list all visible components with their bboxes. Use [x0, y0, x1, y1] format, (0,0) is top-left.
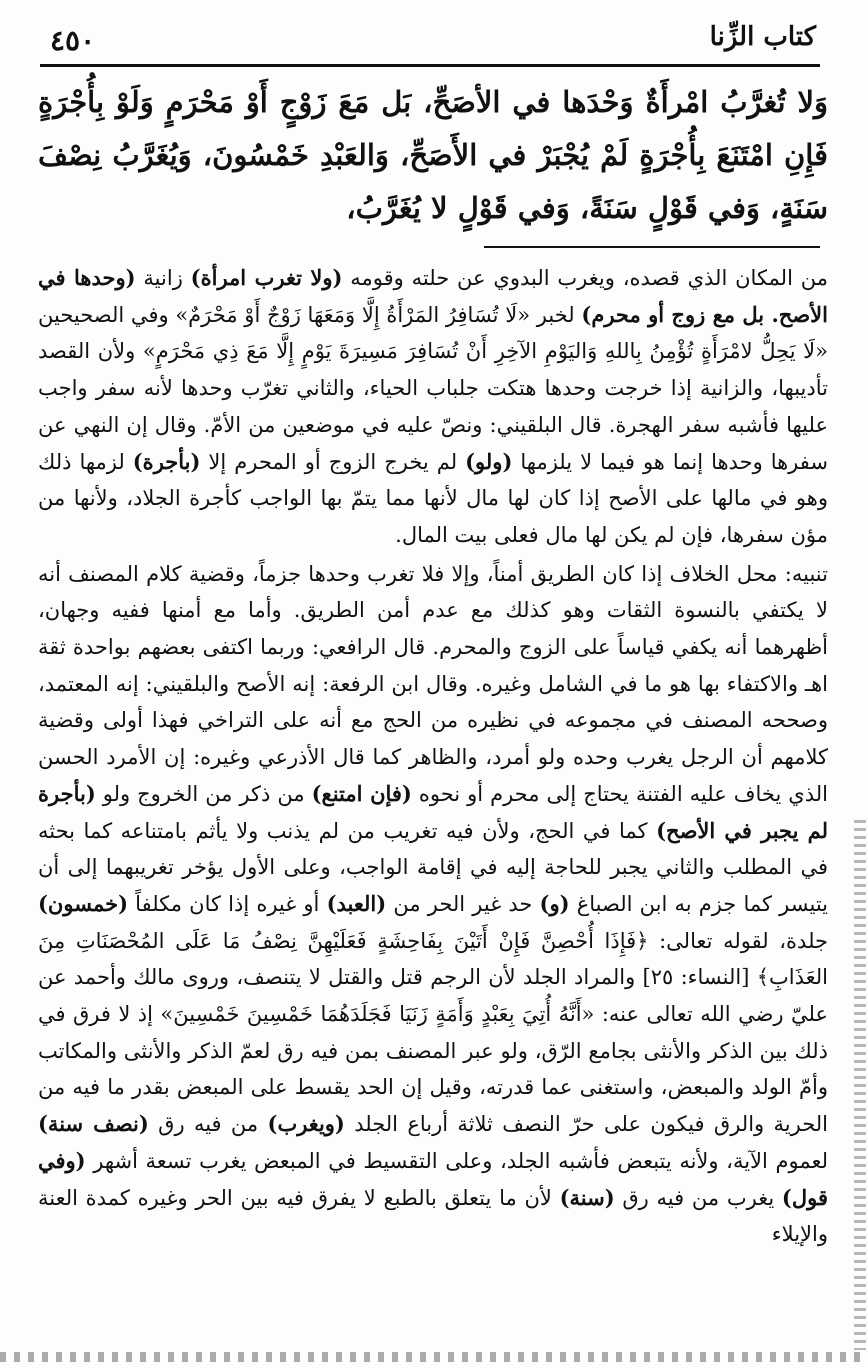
matn-quote: (بأجرة) — [132, 448, 201, 474]
chapter-title: كتاب الزِّنا — [709, 22, 816, 52]
header-rule — [40, 64, 820, 67]
matn-quote: (ولو) — [465, 448, 513, 474]
matn-quote: (سنة) — [559, 1184, 615, 1210]
commentary-segment: أو غيره إذا كان مكلفاً — [128, 891, 327, 916]
decorative-bottom-border — [0, 1352, 868, 1362]
commentary-segment: من ذكر من الخروج ولو — [95, 781, 312, 806]
matn-quote: (وحدها في الأصح. بل مع زوج أو محرم) — [38, 265, 828, 327]
commentary-segment: لعموم الآية، ولأنه يتبعض فأشبه الجلد، وعلى التقسيط في المبعض يغرب تسعة أشهر — [85, 1148, 828, 1173]
commentary-segment: لأن ما يتعلق بالطبع لا يفرق فيه بين الحر وغيره كمدة العنة والإيلاء — [38, 1185, 828, 1247]
commentary-segment: حد غير الحر من — [386, 891, 540, 916]
commentary-segment: لخبر «لَا تُسَافِرُ المَرْأَةُ إِلَّا وَمَعَهَا زَوْجٌ أَوْ مَحْرَمٌ» وفي الصحيحين «لَا يَحِلُّ لامْرَأَةٍ تُؤْمِنُ بِاللهِ وَاليَوْمِ الآخِرِ أَنْ تُسَافِرَ مَسِيرَةَ يَوْمٍ إِلَّا مَعَ ذِي مَحْرَمٍ» ولأن القصد تأديبها، والزانية إذا خرجت وحدها هتكت جلباب الحياء، والثاني تغرّب وحدها لأنه سفر واجب عليها فأشبه سفر الهجرة. قال البلقيني: ونصّ عليه في موضعين من الأمّ. وقال إن النهي عن سفرها وحدها إنما هو فيما لا يلزمها — [38, 302, 828, 474]
matn-divider — [484, 246, 820, 248]
commentary — [38, 260, 828, 1253]
matn-quote: (خمسون) — [38, 890, 128, 916]
matn-quote: (ولا تغرب امرأة) — [190, 265, 343, 290]
commentary-segment: لزمها ذلك وهو في مالها على الأصح إذا كان لها مال لأنها مما يتمّ بها الواجب كأجرة الجلاد، ولأنها من مؤن سفرها، فإن لم يكن لها مال فعلى بيت المال. — [38, 449, 828, 547]
page-number: ٤٥٠ — [50, 24, 96, 57]
commentary-segment: تنبيه: محل الخلاف إذا كان الطريق أمناً، وإلا فلا تغرب وحدها جزماً، وقضية كلام المصنف أنه لا يكتفي بالنسوة الثقات وهو كذلك مع عدم أمن الطريق. وأما مع أمنها ففيه وجهان، أظهرهما أنه يكفي قياساً على الزوج والمحرم. قال الرافعي: وربما اكتفى بعضهم بواحدة ثقة اهـ والاكتفاء بها هو ما في الشامل وغيره. وقال ابن الرفعة: إنه الأصح والبلقيني: إنه المعتمد، وصححه المصنف في مجموعه في نظيره من الحج مع أنه على التراخي فهذا أولى وقضية كلامهم أن الرجل يغرب وحده ولو أمرد، والظاهر كما قال الأذرعي وغيره: إن الأمرد الحسن الذي يخاف عليه الفتنة يحتاج إلى محرم أو نحوه — [38, 561, 828, 806]
commentary-segment: زانية — [135, 266, 191, 290]
matn-quote: (بأجرة لم يجبر في الأصح) — [38, 780, 829, 843]
commentary-segment: من فيه رق — [148, 1112, 268, 1137]
decorative-side-border — [854, 820, 866, 1350]
commentary-paragraph-2 — [38, 556, 828, 1253]
commentary-paragraph-1 — [38, 260, 828, 554]
commentary-segment: جلدة، لقوله تعالى: ﴿فَإِذَا أُحْصِنَّ فَإِنْ أَتَيْنَ بِفَاحِشَةٍ فَعَلَيْهِنَّ نِصْفُ مَا عَلَى المُحْصَنَاتِ مِنَ العَذَابِ﴾ [النساء: ٢٥] والمراد الجلد لأن الرجم قتل والقتل لا يتنصف، وروى مالك وأحمد عن عليّ رضي الله تعالى عنه: «أَنَّهُ أُتِيَ بِعَبْدٍ وَأَمَةٍ زَنَيَا فَجَلَدَهُمَا خَمْسِينَ خَمْسِينَ» إذ لا فرق في ذلك بين الذكر والأنثى بجامع الرّق، ولو عبر المصنف بمن فيه رق لعمّ الذكر والأنثى والمكاتب وأمّ الولد والمبعض، واستغنى عما قدرته، وقيل إن الحد يقسط على المبعض بقدر ما فيه من الحرية والرق فيكون على حرّ النصف ثلاثة أرباع الجلد — [38, 928, 828, 1137]
commentary-segment: كما في الحج، ولأن فيه تغريب من لم يذنب ولا يأثم بامتناعه كما بحثه في المطلب والثاني يجبر للحاجة إليه في إقامة الواجب، وعلى الأول يؤخر تغريبهما إلى أن يتيسر كما جزم به ابن الصباغ — [38, 818, 828, 916]
commentary-segment: يغرب من فيه رق — [614, 1185, 782, 1210]
matn-quote: (فإن امتنع) — [311, 780, 412, 806]
matn-quote: (نصف سنة) — [38, 1111, 149, 1137]
matn-text: وَلا تُغرَّبُ امْرأَةٌ وَحْدَها في الأصَحِّ، بَل مَعَ زَوْجٍ أَوْ مَحْرَمٍ وَلَوْ بِأُجْرَةٍ فَإِنِ امْتَنَعَ بِأُجْرَةٍ لَمْ يُجْبَرْ في الأَصَحِّ، وَالعَبْدِ خَمْسُونَ، وَيُغَرَّبُ نِصْفَ سَنَةٍ، وَفي قَوْلٍ سَنَةً، وَفي قَوْلٍ لا يُغَرَّبُ، — [38, 85, 828, 225]
matn-quote: (و) — [539, 890, 570, 916]
page-header — [40, 22, 826, 62]
commentary-segment: من المكان الذي قصده، ويغرب البدوي عن حلته وقومه — [342, 266, 828, 290]
matn-quote: (ويغرب) — [267, 1111, 345, 1137]
matn-quote: (وفي قول) — [38, 1147, 829, 1210]
commentary-segment: لم يخرج الزوج أو المحرم إلا — [200, 449, 466, 474]
matn-quote: (العبد) — [326, 890, 387, 916]
